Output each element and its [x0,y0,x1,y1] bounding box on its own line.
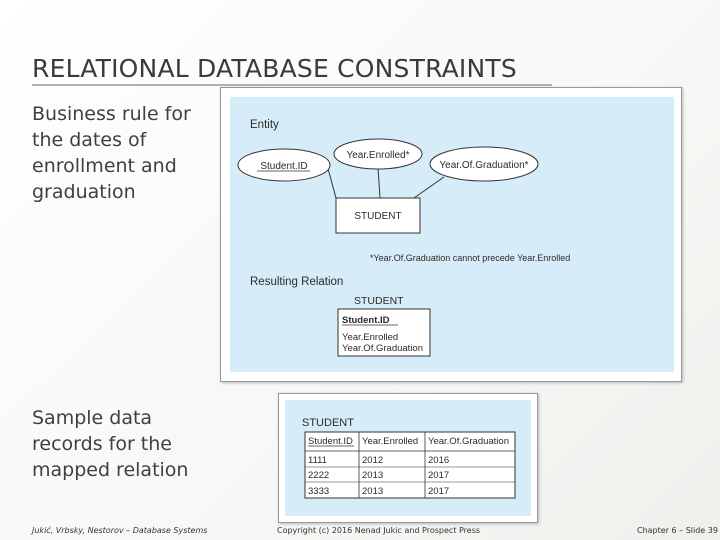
attr-year-enrolled: Year.Enrolled* [346,150,410,161]
table-cell: 2016 [428,455,450,466]
table-cell: 1111 [308,455,328,466]
sample-data-text: Sample data records for the mapped relation [32,407,189,481]
sample-data-figure [278,393,538,523]
footer-authors: Jukić, Vrbsky, Nestorov – Database Systems [32,526,208,535]
footer-copyright: Copyright (c) 2016 Nenad Jukic and Prospect Press [277,526,481,535]
attr-year-of-graduation: Year.Of.Graduation* [439,160,529,171]
connector-year-enrolled [378,168,380,198]
attr-student-id: Student.ID [260,161,308,172]
title-underline [32,84,552,86]
table-header-year-enrolled: Year.Enrolled [362,436,419,447]
relation-pk: Student.ID [342,315,390,326]
entity-name: STUDENT [354,211,402,222]
footer-slide-number: Chapter 6 – Slide 39 [637,526,718,535]
resulting-relation-label: Resulting Relation [250,276,344,288]
sample-table-svg [285,400,531,516]
sample-data-panel [285,400,531,516]
slide-title: RELATIONAL DATABASE CONSTRAINTS [32,54,517,83]
sample-table-name: STUDENT [302,417,354,429]
table-cell: 3333 [308,486,330,497]
business-rule-text: Business rule for the dates of enrollment and graduation [32,103,191,203]
table-header-year-graduation: Year.Of.Graduation [428,436,509,447]
table-cell: 2017 [428,470,450,481]
table-cell: 2222 [308,470,330,481]
relation-col-year-enrolled: Year.Enrolled [342,332,399,343]
er-diagram-panel [230,97,674,372]
table-cell: 2017 [428,486,450,497]
table-cell: 2013 [362,486,384,497]
entity-label: Entity [250,119,279,131]
constraint-note: *Year.Of.Graduation cannot precede Year.Enrolled [370,253,571,263]
connector-year-graduation [414,177,444,198]
table-cell: 2013 [362,470,384,481]
relation-name: STUDENT [354,295,404,307]
er-diagram-svg [230,97,674,372]
er-diagram-figure [220,87,682,382]
relation-col-year-graduation: Year.Of.Graduation [342,343,423,354]
table-header-student-id: Student.ID [308,436,353,447]
table-cell: 2012 [362,455,384,466]
